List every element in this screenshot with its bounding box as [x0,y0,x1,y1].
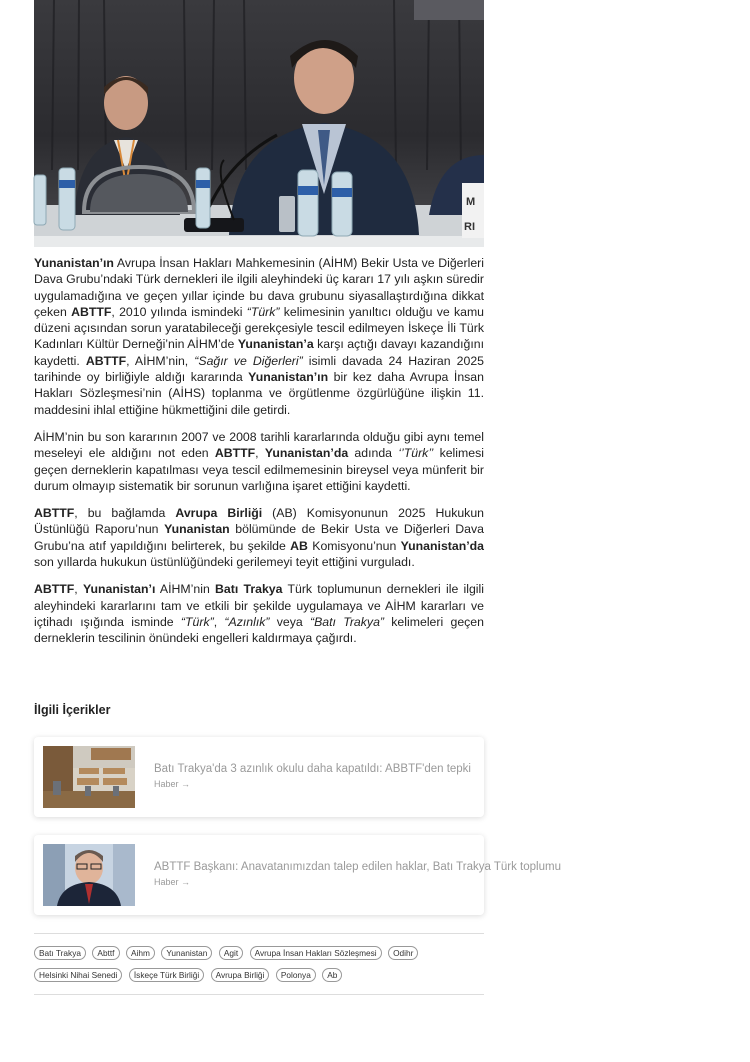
org-link[interactable]: ABTTF [85,353,127,368]
related-card-title[interactable]: Batı Trakya'da 3 azınlık okulu daha kapatıldı: ABBTF'den tepki [154,763,471,775]
country-link[interactable]: Yunanistan’ın [34,256,114,270]
tag[interactable]: Avrupa Birliği [211,968,270,982]
article-hero-photo [34,0,484,247]
related-card[interactable] [34,737,484,817]
tag[interactable]: Agit [219,946,243,960]
article-paragraph-1: Yunanistan’ın Avrupa İnsan Hakları Mahkemesinin (AİHM) Bekir Usta ve Diğerleri Dava Grubu’ndaki Türk dernekleri ile ilgili aleyhindeki üç kararı 17 yılı aşkın süredir uygulamadığına ve geçen yıllar içinde bu dava grubunu siyasallaştırdığına dikkat çeken ABTTF, 2010 yılında ismindeki “Türk” kelimesinin yanıltıcı olduğu ve kamu düzeni açısından sorun yaratabileceği gerekçesiyle tescil edilmeyen İskeçe İli Türk Kadınları Kültür Derneği’nin AİHM’de Yunanistan’a karşı açtığı davayı kazandığını kaydetti. ABTTF, AİHM’nin, “Sağır ve Diğerleri” isimli davada 24 Haziran 2025 tarihinde oy birliğiyle aldığı kararında Yunanistan’ın bir kez daha Avrupa İnsan Hakları Sözleşmesi’nin (AİHS) toplanma ve örgütlenme özgürlüğüne ilişkin 11. maddesini ihlal ettiğine hükmettiğini dile getirdi. [34,256,485,417]
article-paragraph-2: AİHM’nin bu son kararının 2007 ve 2008 tarihli kararlarında olduğu gibi aynı temel meseleyi ele aldığını not eden ABTTF, Yunanistan’da adında ‘’Türk’’ kelimesi geçen derneklerin kapatılması veya tescil edilmemesinin bireysel veya münferit bir durum olmayıp sistematik bir sorunun varlığına işaret ettiğini kaydetti. [34,429,484,493]
org-link[interactable]: ABTTF [71,304,112,319]
svg-text:RI: RI [464,221,475,233]
related-card-category[interactable]: Haber → [154,779,191,789]
country-link[interactable]: Yunanistan’ı [82,582,156,597]
country-link[interactable]: Yunanistan’ın [248,370,329,385]
related-card[interactable] [34,835,561,915]
related-card-category[interactable]: Haber → [154,877,191,887]
svg-text:M: M [466,196,476,208]
tag[interactable]: Ab [322,968,342,982]
tag[interactable]: Polonya [276,968,316,982]
article-body [34,255,484,647]
tag[interactable]: İskeçe Türk Birliği [129,968,204,982]
eu-link[interactable]: AB [290,538,308,553]
tag[interactable]: Odihr [388,946,418,960]
country-link[interactable]: Yunanistan’da [264,446,349,461]
tag[interactable]: Abttf [92,946,119,960]
article-paragraph-3: ABTTF, bu bağlamda Avrupa Birliği (AB) Komisyonunun 2025 Hukukun Üstünlüğü Raporu’nun Yunanistan bölümünde de Bekir Usta ve Diğerleri Dava Grubu’na atıf yapıldığını belirterek, bu şekilde AB Komisyonu’nun Yunanistan’da son yıllarda hukukun üstünlüğündeki gerilemeyi teyit ettiğini vurguladı. [34,506,485,570]
tag[interactable]: Helsinki Nihai Senedi [34,968,122,982]
org-link[interactable]: ABTTF [34,506,75,521]
country-link[interactable]: Yunanistan [164,522,230,537]
article-paragraph-4: ABTTF, Yunanistan’ı AİHM’nin Batı Trakya Türk toplumunun dernekleri ile ilgili aleyhindeki kararlarını tam ve etkili bir şekilde uygulamaya ve AİHM kararları ve içtihadı ışığında isminde “Türk”, “Azınlık” veya “Batı Trakya” kelimeleri geçen derneklerin tescilinin önündeki engelleri kaldırmaya çağırdı. [34,582,484,646]
related-thumbnail-classroom [43,746,135,808]
tag[interactable]: Aihm [126,946,155,960]
country-link[interactable]: Yunanistan’da [400,538,484,553]
eu-link[interactable]: Avrupa Birliği [175,506,263,521]
related-thumbnail-portrait [43,844,135,906]
country-link[interactable]: Yunanistan’a [237,337,314,352]
org-link[interactable]: ABTTF [34,582,75,597]
tag[interactable]: Yunanistan [161,946,212,960]
tag-list [34,933,484,995]
region-link[interactable]: Batı Trakya [215,582,283,597]
related-card-title[interactable]: ABTTF Başkanı: Anavatanımızdan talep edilen haklar, Batı Trakya Türk toplumu [154,861,561,873]
tag[interactable]: Avrupa İnsan Hakları Sözleşmesi [250,946,382,960]
related-content-heading: İlgili İçerikler [34,703,111,717]
tag[interactable]: Batı Trakya [34,946,86,960]
org-link[interactable]: ABTTF [214,446,256,461]
conference-photo [34,0,484,247]
